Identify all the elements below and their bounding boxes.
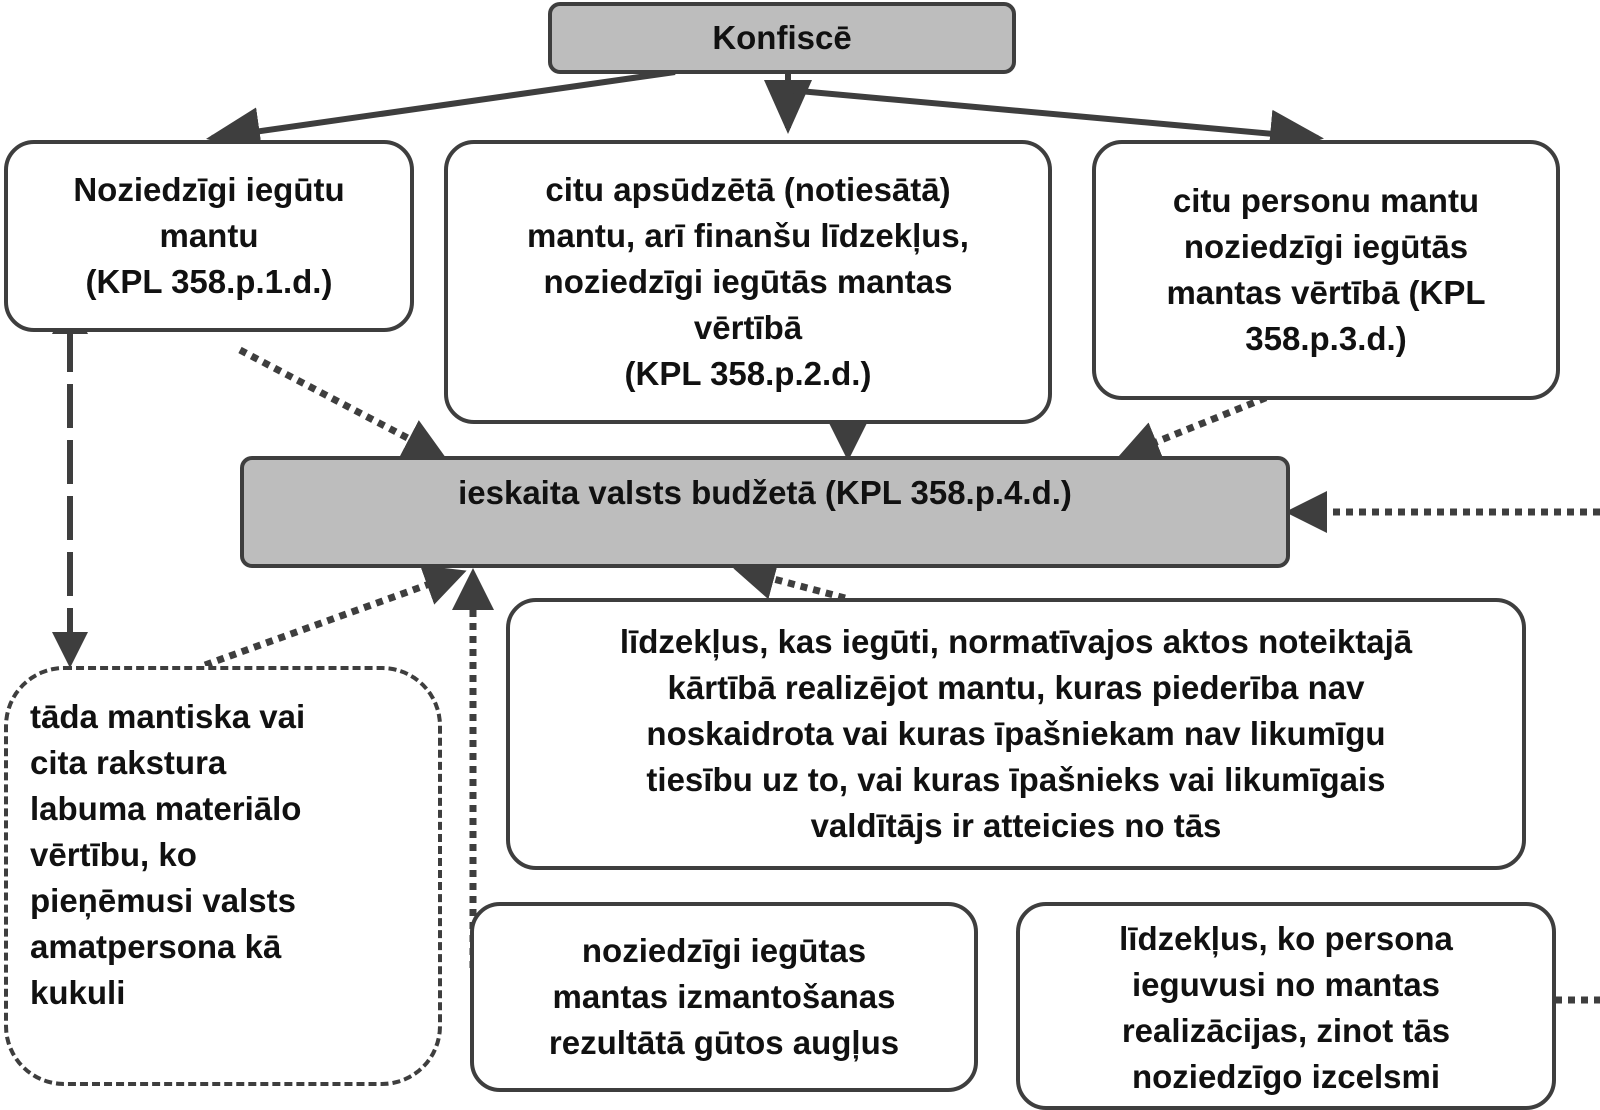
node-valsts-budzets: ieskaita valsts budžetā (KPL 358.p.4.d.) [240,456,1290,568]
node-kpl-358-2: citu apsūdzētā (notiesātā) mantu, arī finanšu līdzekļus, noziedzīgi iegūtās mantas vērtībā (KPL 358.p.2.d.) [444,140,1052,424]
arrow-n5-to-budget [740,570,845,598]
node-kpl-358-1: Noziedzīgi iegūtu mantu (KPL 358.p.1.d.) [4,140,414,332]
arrow-n1-to-budget [240,350,440,455]
arrow-root-to-n3 [788,90,1318,138]
node-konfisce: Konfiscē [548,2,1016,74]
node-augli: noziedzīgi iegūtas mantas izmantošanas rezultātā gūtos augļus [470,902,978,1092]
node-noziedziga-izcelsme: līdzekļus, ko persona ieguvusi no mantas realizācijas, zinot tās noziedzīgo izcelsmi [1016,902,1556,1110]
node-kpl-358-3: citu personu mantu noziedzīgi iegūtās mantas vērtībā (KPL 358.p.3.d.) [1092,140,1560,400]
arrow-root-to-n1 [212,72,675,138]
node-kukulis: tāda mantiska vai cita rakstura labuma materiālo vērtību, ko pieņēmusi valsts amatpersona kā kukuli [4,666,442,1086]
node-realizeta-manta: līdzekļus, kas iegūti, normatīvajos aktos noteiktajā kārtībā realizējot mantu, kuras piederība nav noskaidrota vai kuras īpašniekam nav likumīgu tiesību uz to, vai kuras īpašnieks vai likumīgais valdītājs ir atteicies no tās [506,598,1526,870]
arrow-n6-to-budget [205,573,460,665]
